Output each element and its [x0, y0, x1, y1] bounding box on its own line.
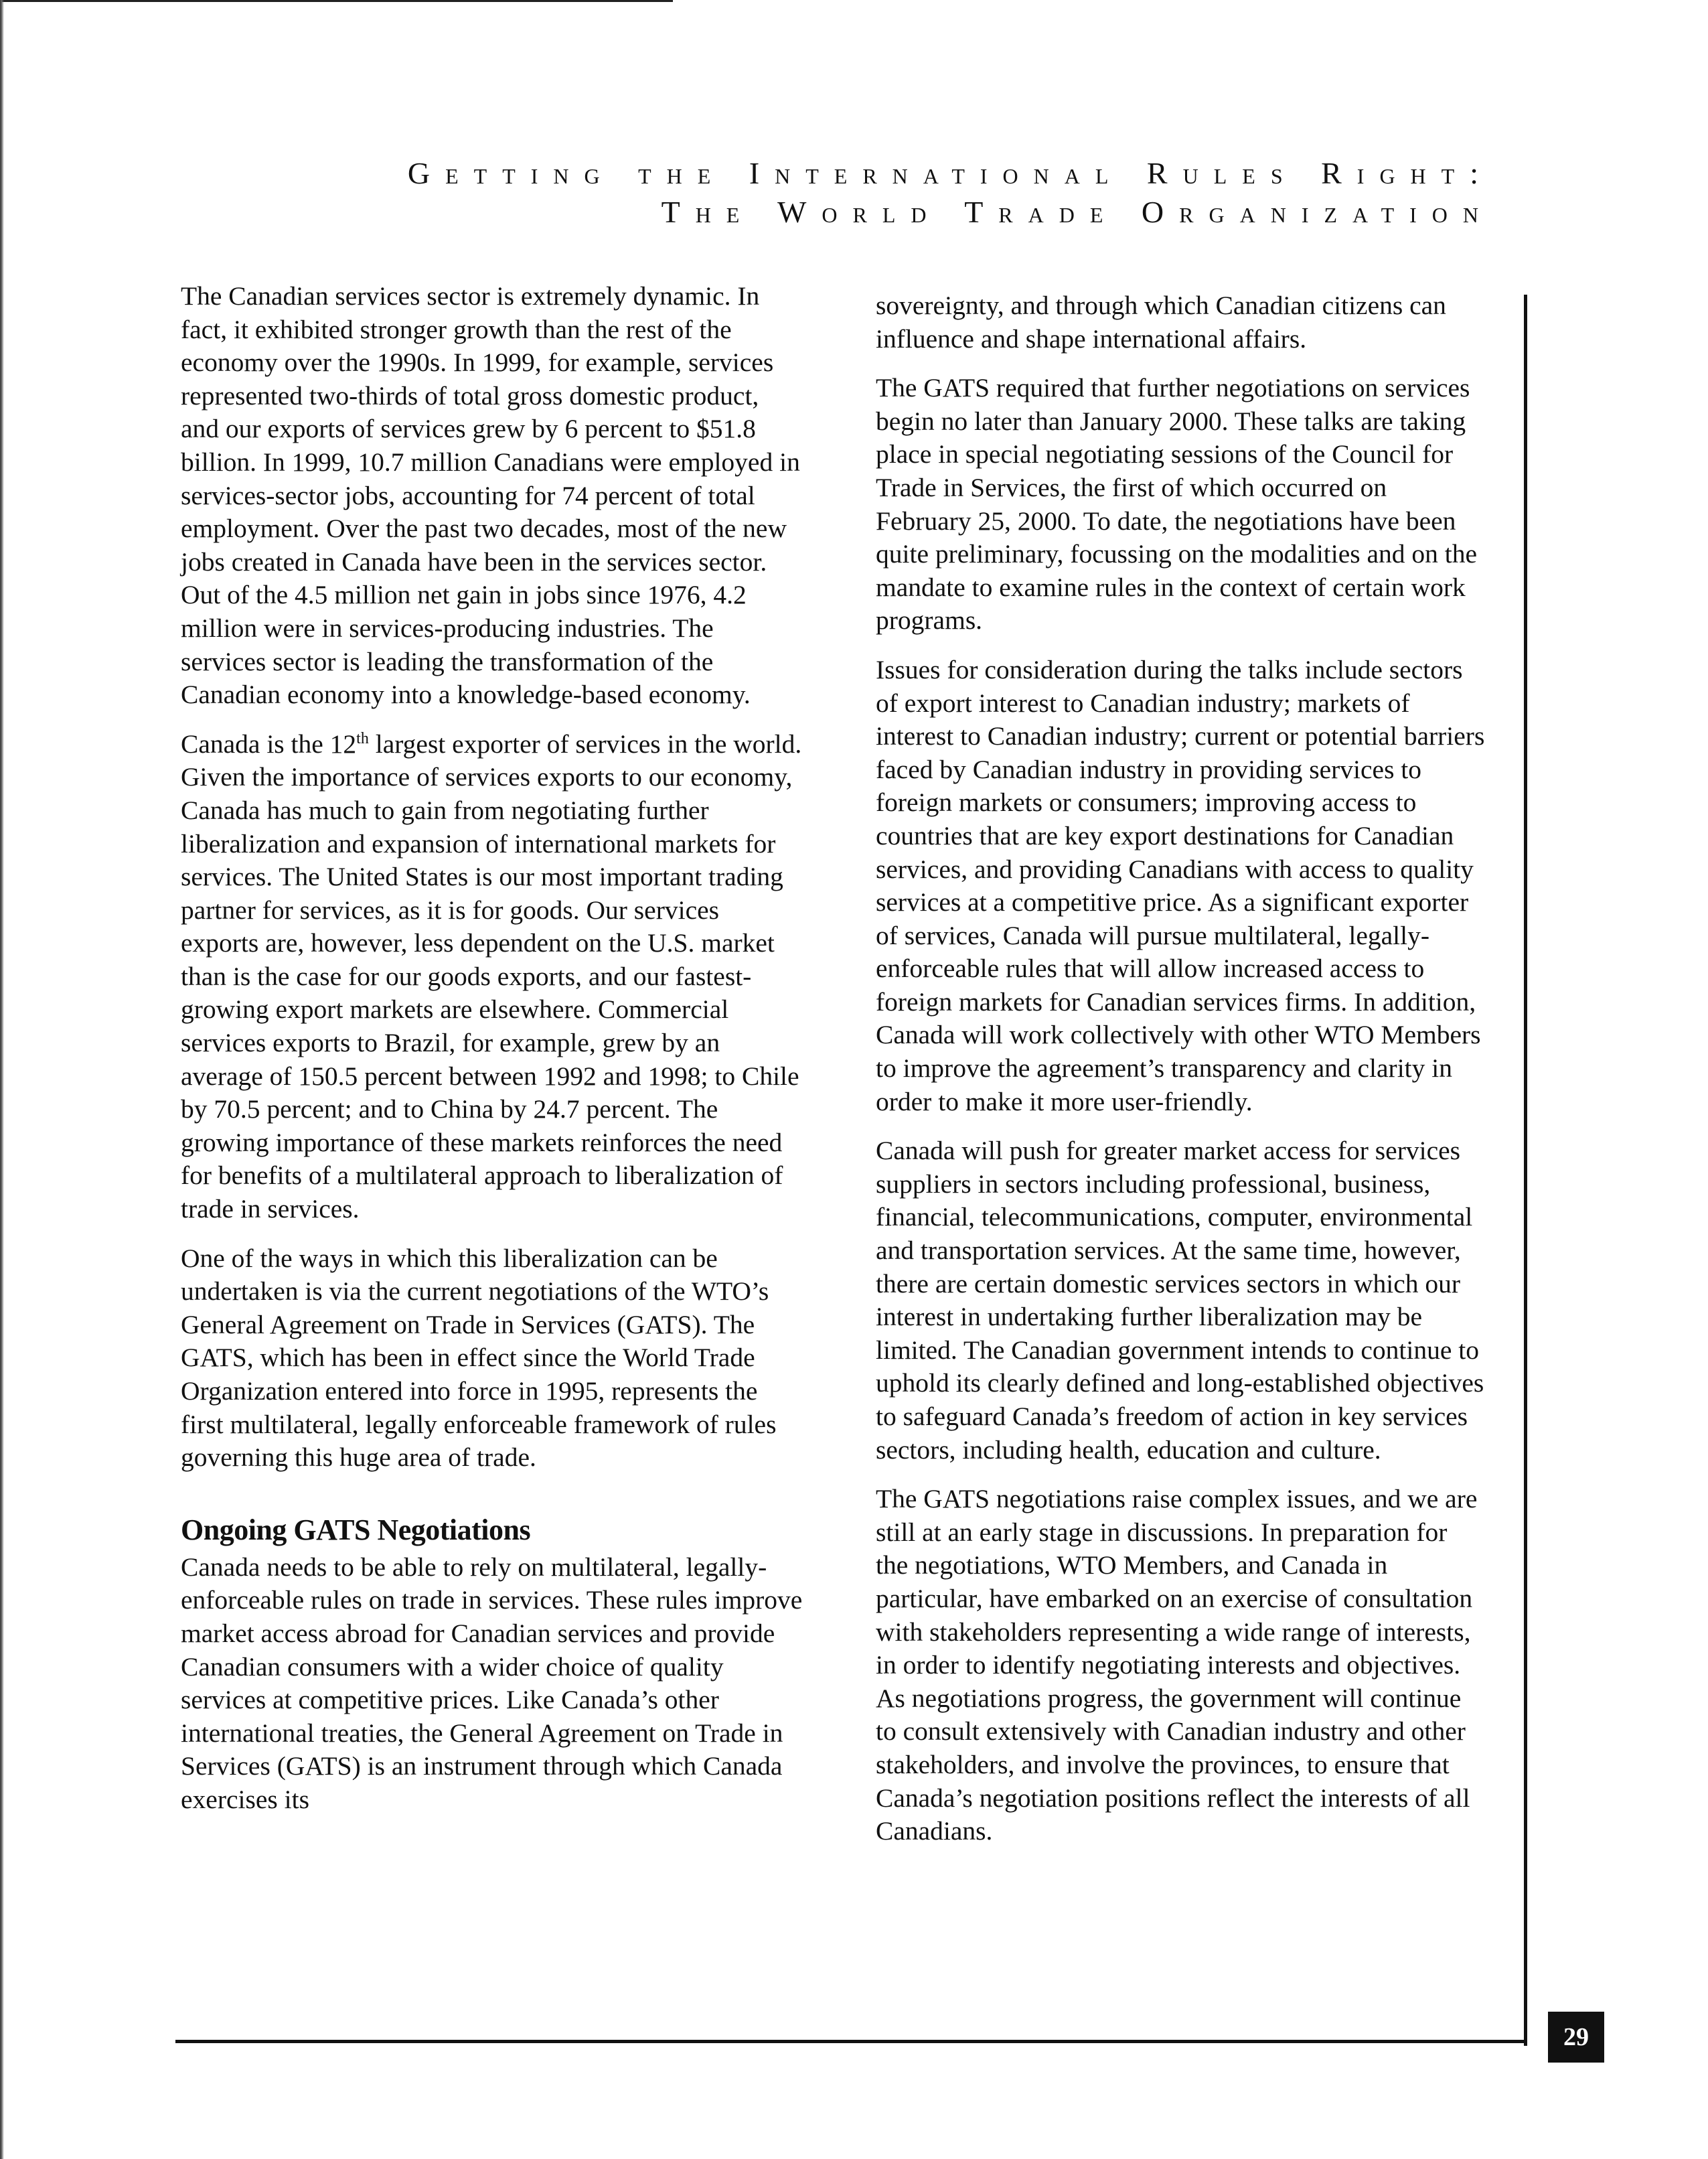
page-edge [0, 0, 4, 2159]
paragraph: The Canadian services sector is extremely dynamic. In fact, it exhibited stronger growth than the rest of the economy over the 1990s. In 1999, for example, services represented two-thirds of total gross domestic product, and our exports of services grew by 6 percent to $51.8 billion. In 1999, 10.7 million Canadians were employed in services-sector jobs, accounting for 74 percent of total employment. Over the past two decades, most of the new jobs created in Canada have been in the services sector. Out of the 4.5 million net gain in jobs since 1976, 4.2 million were in services-producing industries. The services sector is leading the transformation of the Canadian economy into a knowledge-based economy. [181, 281, 800, 710]
paragraph: sovereignty, and through which Canadian citizens can influence and shape international affairs. [876, 291, 1446, 354]
paragraph: Canada needs to be able to rely on multilateral, legally-enforceable rules on trade in services. These rules improve market access abroad for Canadian services and provide Canadian consumers with a wider choice of quality services at competitive prices. Like Canada’s other international treaties, the General Agreement on Trade in Services (GATS) is an instrument through which Canada exercises its [181, 1552, 803, 1814]
header-line-1: Getting the International Rules Right: [407, 156, 1494, 190]
right-vertical-rule [1524, 295, 1527, 2046]
text-run: largest exporter of services in the world. Given the importance of services exports to our economy, Canada has much to gain from negotiating further liberalization and expansion of international markets for services. The United States is our most important trading partner for services, as it is for goods. Our services exports are, however, less dependent on the U.S. market than is the case for our goods exports, and our fastest-growing export markets are elsewhere. Commercial services exports to Brazil, for example, grew by an average of 150.5 percent between 1992 and 1998; to Chile by 70.5 percent; and to China by 24.7 percent. The growing importance of these markets reinforces the need for benefits of a multilateral approach to liberalization of trade in services. [181, 729, 802, 1224]
page-number: 29 [1548, 2012, 1604, 2063]
header-line-2: The World Trade Organization [661, 195, 1494, 229]
paragraph [181, 728, 803, 1226]
section-heading: Ongoing GATS Negotiations [181, 1513, 531, 1546]
paragraph: The GATS required that further negotiations on services begin no later than January 2000. These talks are taking place in special negotiating sessions of the Council for Trade in Services, the first of which occurred on February 25, 2000. To date, the negotiations have been quite preliminary, focussing on the modalities and on the mandate to examine rules in the context of certain work programs. [876, 373, 1478, 636]
ordinal-superscript: th [356, 729, 369, 747]
paragraph: Canada will push for greater market access for services suppliers in sectors including professional, business, financial, telecommunications, computer, environmental and transportation services. At the same time, however, there are certain domestic services sectors in which our interest in undertaking further liberalization may be limited. The Canadian government intends to continue to uphold its clearly defined and long-established objectives to safeguard Canada’s freedom of action in key services sectors, including health, education and culture. [876, 1136, 1484, 1465]
right-column [876, 289, 1485, 1864]
paragraph: Issues for consideration during the talks include sectors of export interest to Canadian industry; markets of interest to Canadian industry; current or potential barriers faced by Canadian industry in providing services to foreign markets or consumers; improving access to countries that are key export destinations for Canadian services, and providing Canadians with access to quality services at a competitive price. As a significant exporter of services, Canada will pursue multilateral, legally-enforceable rules that will allow increased access to foreign markets for Canadian services firms. In addition, Canada will work collectively with other WTO Members to improve the agreement’s transparency and clarity in order to make it more user-friendly. [876, 654, 1485, 1116]
bottom-rule [175, 2040, 1527, 2043]
text-run: Canada is the 12 [181, 729, 357, 759]
paragraph: One of the ways in which this liberalization can be undertaken is via the current negotiations of the WTO’s General Agreement on Trade in Services (GATS). The GATS, which has been in effect since the World Trade Organization entered into force in 1995, represents the first multilateral, legally enforceable framework of rules governing this huge area of trade. [181, 1243, 777, 1473]
paragraph: The GATS negotiations raise complex issues, and we are still at an early stage in discussions. In preparation for the negotiations, WTO Members, and Canada in particular, have embarked on an exercise of consultation with stakeholders representing a wide range of interests, in order to identify negotiating interests and objectives. As negotiations progress, the government will continue to consult extensively with Canadian industry and other stakeholders, and involve the provinces, to ensure that Canada’s negotiation positions reflect the interests of all Canadians. [876, 1484, 1478, 1846]
running-header [408, 154, 1494, 232]
left-column [181, 280, 803, 1833]
top-rule [0, 0, 673, 2]
